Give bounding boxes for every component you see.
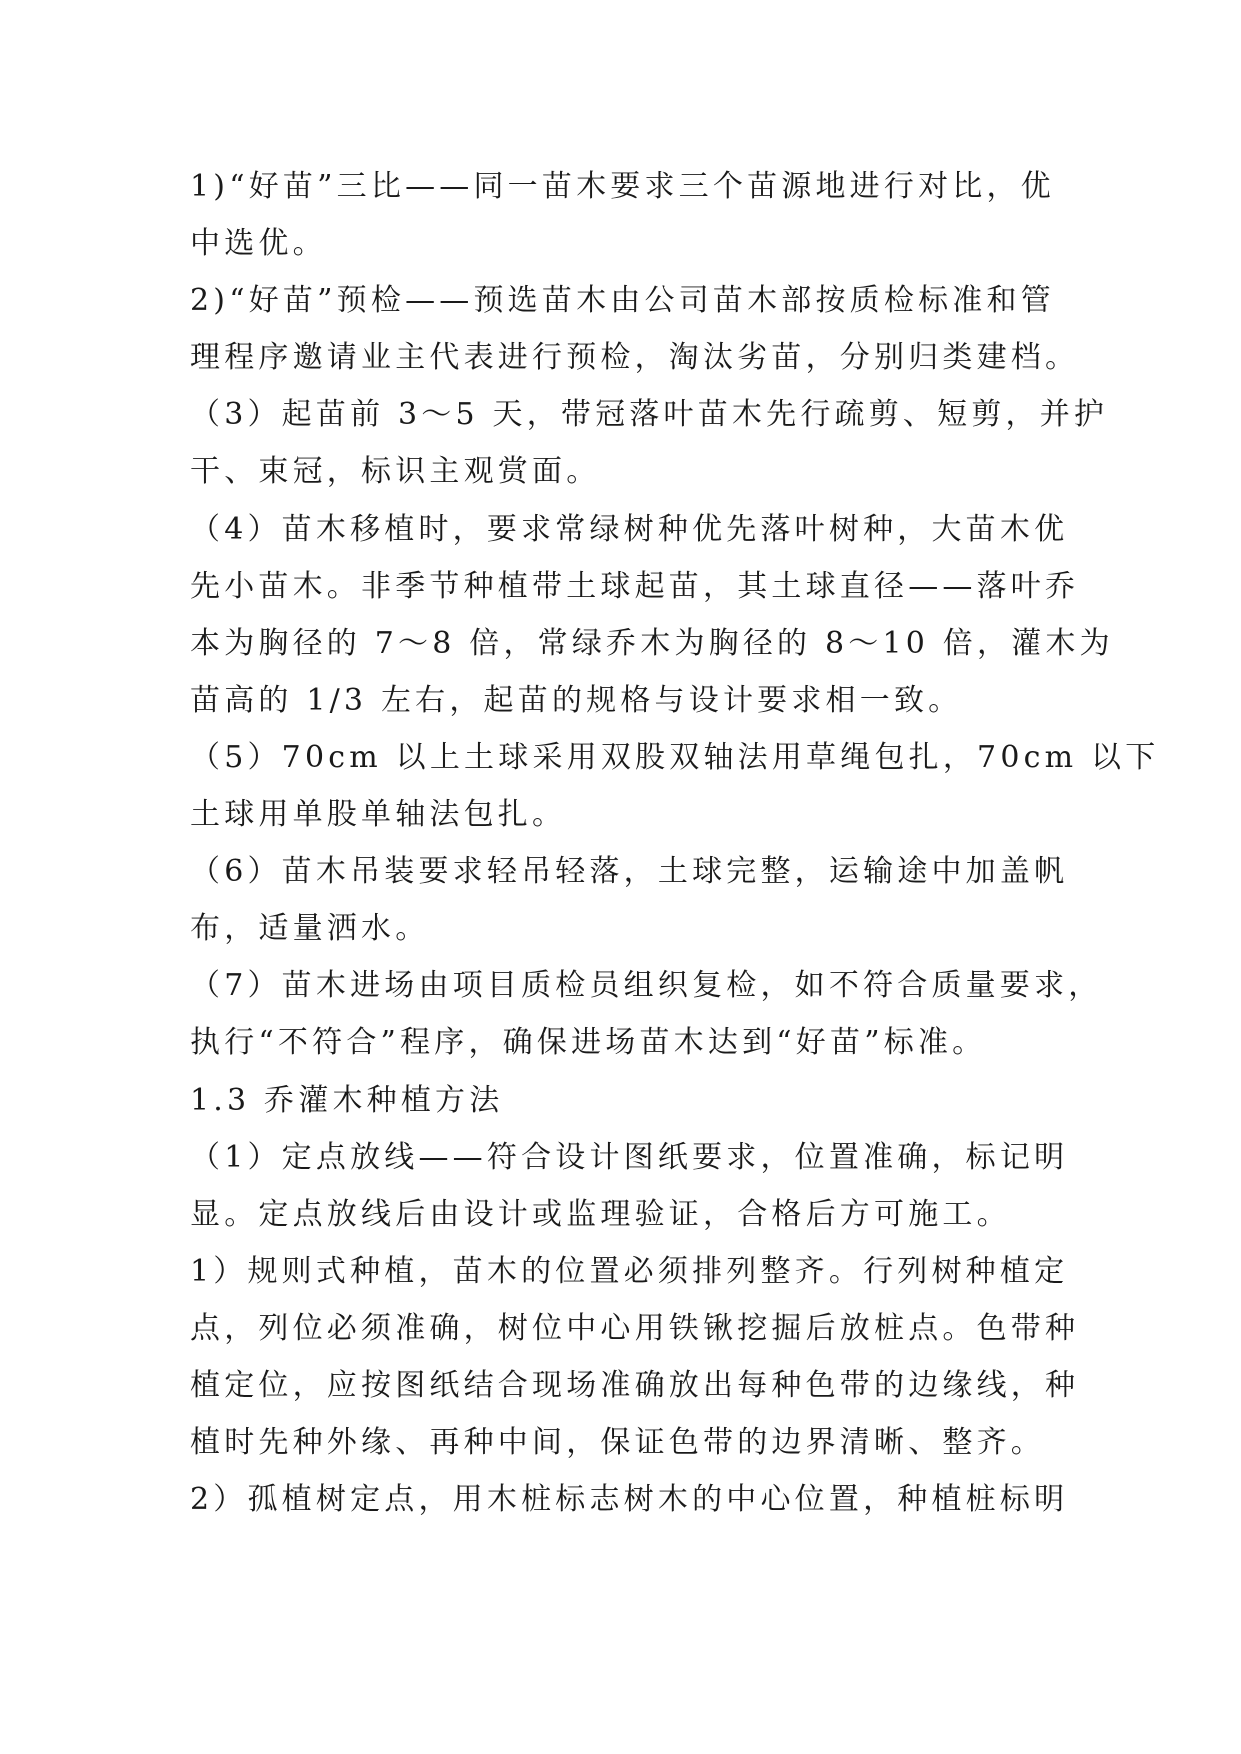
text-line: 2）孤植树定点，用木桩标志树木的中心位置，种植桩标明 bbox=[190, 1482, 1069, 1518]
section-heading: 1.3 乔灌木种植方法 bbox=[190, 1082, 504, 1118]
text-line: 土球用单股单轴法包扎。 bbox=[190, 797, 567, 833]
text-line: （7）苗木进场由项目质检员组织复检，如不符合质量要求， bbox=[190, 968, 1103, 1004]
document-body bbox=[190, 158, 1160, 1528]
text-line: 理程序邀请业主代表进行预检，淘汰劣苗，分别归类建档。 bbox=[190, 340, 1080, 376]
text-line: 先小苗木。非季节种植带土球起苗，其土球直径——落叶乔 bbox=[190, 568, 1080, 604]
text-line: （4）苗木移植时，要求常绿树种优先落叶树种，大苗木优 bbox=[190, 511, 1069, 547]
text-line: 本为胸径的 7～8 倍，常绿乔木为胸径的 8～10 倍，灌木为 bbox=[190, 625, 1114, 661]
text-line: （3）起苗前 3～5 天，带冠落叶苗木先行疏剪、短剪，并护 bbox=[190, 397, 1109, 433]
text-line: 1）规则式种植，苗木的位置必须排列整齐。行列树种植定 bbox=[190, 1253, 1069, 1289]
text-line: 植时先种外缘、再种中间，保证色带的边界清晰、整齐。 bbox=[190, 1425, 1045, 1461]
text-line: 布，适量洒水。 bbox=[190, 911, 430, 947]
text-line: 显。定点放线后由设计或监理验证，合格后方可施工。 bbox=[190, 1196, 1011, 1232]
text-line: 植定位，应按图纸结合现场准确放出每种色带的边缘线，种 bbox=[190, 1367, 1080, 1403]
text-line: （5）70cm 以上土球采用双股双轴法用草绳包扎，70cm 以下 bbox=[190, 739, 1160, 775]
text-line: 中选优。 bbox=[190, 226, 327, 262]
text-line: 执行“不符合”程序，确保进场苗木达到“好苗”标准。 bbox=[190, 1025, 987, 1061]
text-line: 干、束冠，标识主观赏面。 bbox=[190, 454, 601, 490]
text-line: （1）定点放线——符合设计图纸要求，位置准确，标记明 bbox=[190, 1139, 1069, 1175]
text-line: 1)“好苗”三比——同一苗木要求三个苗源地进行对比，优 bbox=[190, 169, 1055, 204]
text-line: （6）苗木吊装要求轻吊轻落，土球完整，运输途中加盖帆 bbox=[190, 854, 1069, 890]
text-line: 苗高的 1/3 左右，起苗的规格与设计要求相一致。 bbox=[190, 682, 963, 718]
text-line: 点，列位必须准确，树位中心用铁锹挖掘后放桩点。色带种 bbox=[190, 1310, 1080, 1346]
text-line: 2)“好苗”预检——预选苗木由公司苗木部按质检标准和管 bbox=[190, 283, 1055, 319]
